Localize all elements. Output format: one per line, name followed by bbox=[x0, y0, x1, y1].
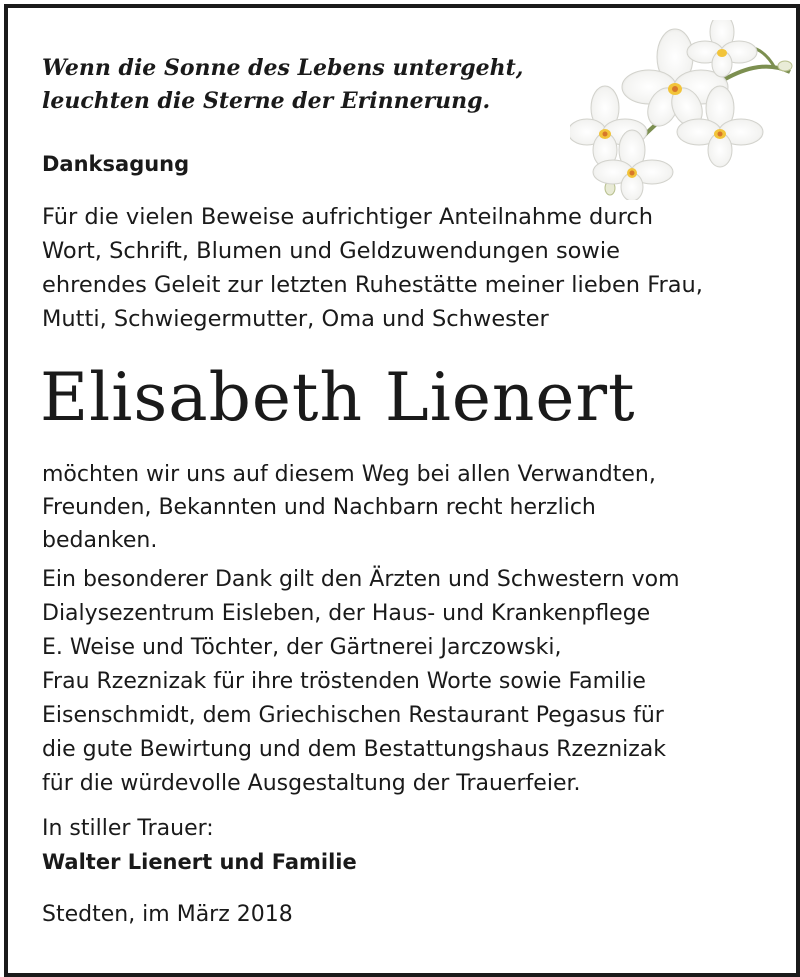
text-line: bedanken. bbox=[42, 528, 158, 553]
text-line: E. Weise und Töchter, der Gärtnerei Jarczowski, bbox=[42, 635, 562, 660]
notice-heading: Danksagung bbox=[42, 152, 190, 176]
text-line: Für die vielen Beweise aufrichtiger Anteilnahme durch bbox=[42, 204, 653, 230]
motto-line: leuchten die Sterne der Erinnerung. bbox=[42, 88, 491, 114]
text-line: für die würdevolle Ausgestaltung der Trauerfeier. bbox=[42, 771, 581, 796]
text-line: Wort, Schrift, Blumen und Geldzuwendungen sowie bbox=[42, 238, 620, 264]
text-line: Eisenschmidt, dem Griechischen Restaurant Pegasus für bbox=[42, 703, 664, 728]
mourning-line: In stiller Trauer: bbox=[42, 816, 214, 841]
place-date: Stedten, im März 2018 bbox=[42, 902, 293, 927]
special-thanks-paragraph bbox=[42, 563, 762, 801]
white-orchid-icon bbox=[570, 20, 795, 200]
thanks-paragraph bbox=[42, 458, 762, 557]
intro-paragraph bbox=[42, 200, 762, 336]
text-line: Frau Rzeznizak für ihre tröstenden Worte sowie Familie bbox=[42, 669, 646, 694]
memorial-motto bbox=[42, 52, 602, 118]
text-line: Mutti, Schwiegermutter, Oma und Schwester bbox=[42, 306, 549, 332]
motto-line: Wenn die Sonne des Lebens untergeht, bbox=[42, 55, 524, 81]
text-line: die gute Bewirtung und dem Bestattungshaus Rzeznizak bbox=[42, 737, 667, 762]
text-line: Ein besonderer Dank gilt den Ärzten und Schwestern vom bbox=[42, 567, 680, 592]
deceased-name: Elisabeth Lienert bbox=[40, 359, 636, 436]
text-line: möchten wir uns auf diesem Weg bei allen Verwandten, bbox=[42, 462, 656, 487]
text-line: ehrendes Geleit zur letzten Ruhestätte meiner lieben Frau, bbox=[42, 272, 703, 298]
text-line: Dialysezentrum Eisleben, der Haus- und Krankenpflege bbox=[42, 601, 651, 626]
text-line: Freunden, Bekannten und Nachbarn recht herzlich bbox=[42, 495, 596, 520]
family-signature: Walter Lienert und Familie bbox=[42, 850, 357, 874]
